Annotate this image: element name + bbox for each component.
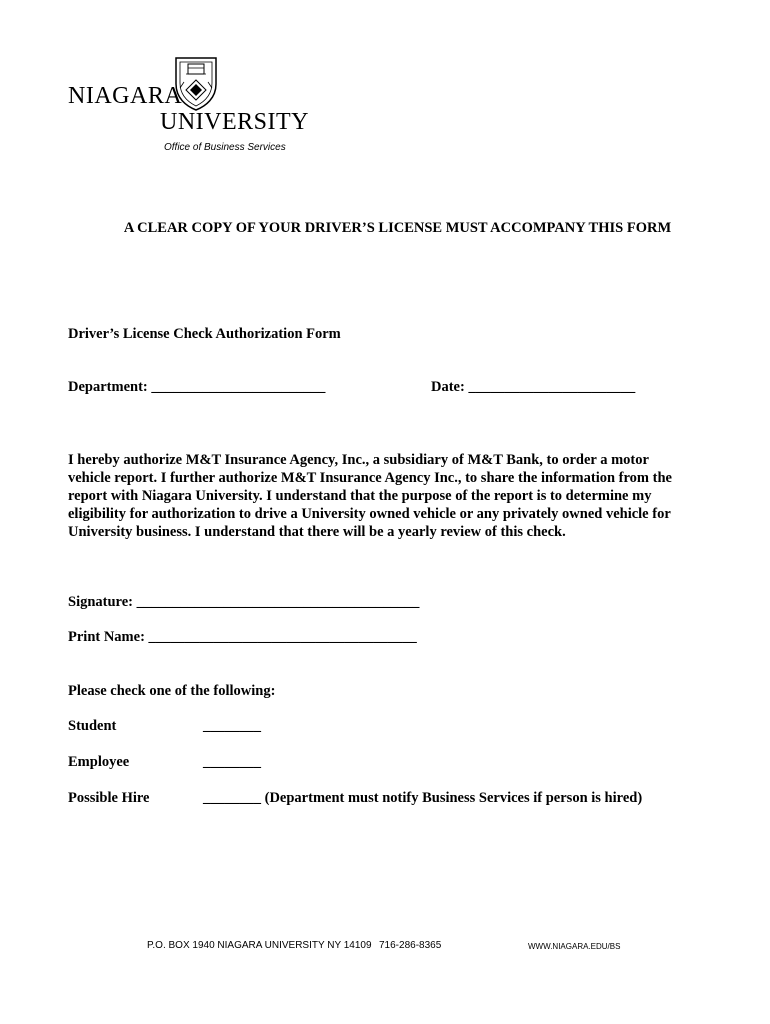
date-label: Date: bbox=[431, 379, 465, 395]
license-notice: A CLEAR COPY OF YOUR DRIVER’S LICENSE MUST ACCOMPANY THIS FORM bbox=[123, 220, 672, 236]
logo-university-text: UNIVERSITY bbox=[160, 109, 309, 135]
option-possible-hire-label: Possible Hire bbox=[68, 790, 150, 806]
footer bbox=[0, 940, 770, 954]
option-possible-hire-checkbox[interactable] bbox=[203, 790, 642, 807]
print-name-field[interactable] bbox=[68, 629, 417, 646]
print-name-blank[interactable]: _____________________________________ bbox=[148, 629, 417, 645]
date-field[interactable] bbox=[431, 379, 635, 396]
footer-address: P.O. BOX 1940 NIAGARA UNIVERSITY NY 14109 bbox=[147, 940, 372, 951]
option-employee-checkbox[interactable]: ________ bbox=[203, 754, 261, 770]
footer-phone: 716-286-8365 bbox=[379, 940, 442, 951]
authorization-paragraph: I hereby authorize M&T Insurance Agency, Inc., a subsidiary of M&T Bank, to order a motor vehicle report. I further authorize M&T Insurance Agency Inc., to share the information from the report with Niagara University. I understand that the purpose of the report is to determine my eligibility for authorization to drive a University owned vehicle or any privately owned vehicle for University business. I understand that there will be a yearly review of this check. bbox=[68, 452, 672, 540]
signature-label: Signature: bbox=[68, 594, 133, 610]
footer-website-link[interactable]: WWW.NIAGARA.EDU/BS bbox=[528, 942, 621, 951]
office-label: Office of Business Services bbox=[164, 142, 286, 153]
possible-hire-note: (Department must notify Business Services if person is hired) bbox=[264, 790, 643, 806]
department-label: Department: bbox=[68, 379, 148, 395]
signature-field[interactable] bbox=[68, 594, 419, 611]
possible-hire-blank[interactable]: ________ bbox=[203, 790, 261, 806]
department-field[interactable] bbox=[68, 379, 325, 396]
department-blank[interactable]: ________________________ bbox=[151, 379, 326, 395]
date-blank[interactable]: _______________________ bbox=[468, 379, 636, 395]
print-name-label: Print Name: bbox=[68, 629, 145, 645]
option-student-label: Student bbox=[68, 718, 117, 734]
option-student-checkbox[interactable]: ________ bbox=[203, 718, 261, 734]
check-prompt: Please check one of the following: bbox=[68, 683, 276, 699]
option-employee-label: Employee bbox=[68, 754, 130, 770]
form-title: Driver’s License Check Authorization Form bbox=[68, 326, 341, 342]
logo-niagara-text: NIAGARA bbox=[68, 83, 183, 109]
signature-blank[interactable]: _______________________________________ bbox=[136, 594, 420, 610]
